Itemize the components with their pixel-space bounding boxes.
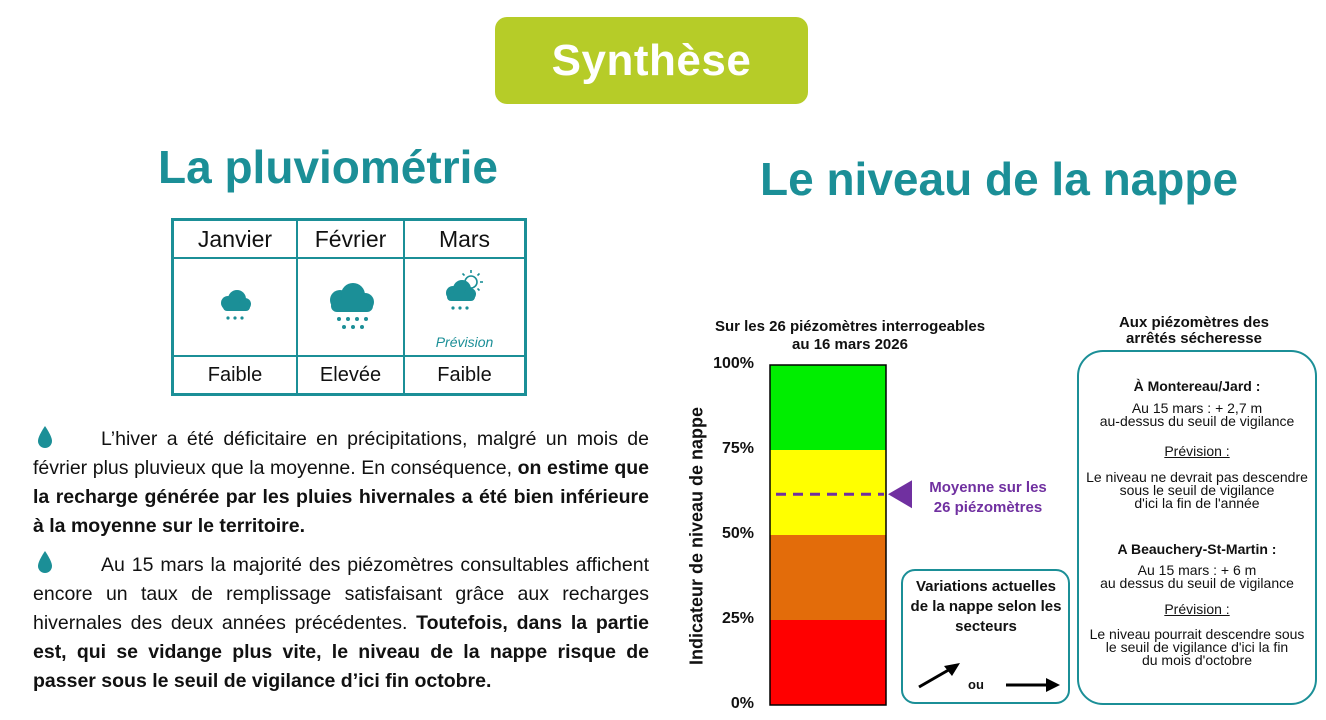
- prevision-label: Prévision: [435, 334, 494, 350]
- arretes-title-line1: Aux piézomètres des: [1118, 314, 1270, 331]
- gauge-band-1: [770, 535, 886, 620]
- stable-arrow-icon: [1004, 675, 1062, 695]
- average-arrow-icon: [888, 480, 912, 508]
- chart-title-line2: au 16 mars 2026: [792, 336, 908, 353]
- paragraph-pluviometrie: [33, 425, 649, 541]
- site-value-line1: Au 15 mars : + 2,7 m: [1131, 400, 1263, 416]
- site-forecast-line1: Le niveau pourrait descendre sous: [1089, 626, 1305, 642]
- heavy-rain-cloud-icon: [323, 282, 379, 332]
- site-forecast-label: Prévision :: [1164, 601, 1230, 617]
- site-value-line2: au-dessus du seuil de vigilance: [1099, 413, 1295, 429]
- month-header-janvier: Janvier: [174, 221, 298, 259]
- site-name: À Montereau/Jard :: [1133, 378, 1261, 394]
- chart-title-line1: Sur les 26 piézomètres interrogeables: [714, 318, 986, 335]
- site-forecast-line3: du mois d'octobre: [1141, 652, 1253, 668]
- paragraph-nappe: [33, 551, 649, 696]
- site-forecast: [1079, 471, 1315, 510]
- site-name: A Beauchery-St-Martin :: [1117, 541, 1277, 557]
- site-value: [1079, 402, 1315, 428]
- level-janvier: Faible: [174, 357, 298, 393]
- gauge-band-2: [770, 450, 886, 535]
- y-tick-label: 75%: [721, 440, 754, 457]
- rising-arrow-icon: [916, 660, 962, 690]
- y-tick-label: 50%: [721, 525, 754, 542]
- cell-icon-janvier: [174, 259, 298, 357]
- banner-title: Synthèse: [551, 35, 752, 85]
- site-forecast-line1: Le niveau ne devrait pas descendre: [1086, 469, 1308, 485]
- y-tick-label: 25%: [721, 610, 754, 627]
- rainfall-table: [171, 218, 527, 396]
- average-label-line1: Moyenne sur les: [929, 479, 1047, 497]
- site-value-line1: Au 15 mars : + 6 m: [1137, 562, 1257, 578]
- p2-bold: Toutefois, dans la partie est, qui se vidange plus vite, le niveau de la nappe risque de passer sous le seuil de vigilance d’ici fin octobre.: [33, 612, 649, 692]
- chart-title: [680, 318, 1020, 354]
- site-forecast-line2: le seuil de vigilance d'ici la fin: [1105, 639, 1289, 655]
- arretes-title: [1088, 315, 1300, 347]
- site-value-line2: au dessus du seuil de vigilance: [1100, 575, 1294, 591]
- site-value: [1079, 564, 1315, 590]
- site-forecast-line3: d'ici la fin de l'année: [1134, 495, 1260, 511]
- p2-normal: Au 15 mars la majorité des piézomètres consultables affichent encore un taux de remplissage satisfaisant grâce aux recharges hivernales des deux années précédentes.: [33, 554, 649, 634]
- y-tick-label: 100%: [713, 355, 754, 372]
- pluviometrie-heading: La pluviométrie: [158, 141, 498, 193]
- site-forecast-label: Prévision :: [1164, 443, 1230, 459]
- average-label-line2: 26 piézomètres: [933, 499, 1043, 517]
- site-forecast: [1079, 628, 1315, 667]
- variations-text: Variations actuelles de la nappe selon les secteurs: [910, 578, 1062, 635]
- gauge-band-0: [770, 620, 886, 705]
- sun-rain-cloud-icon: [441, 268, 489, 316]
- arretes-title-line2: arrêtés sécheresse: [1126, 330, 1262, 347]
- y-axis-label: Indicateur de niveau de nappe: [686, 406, 707, 666]
- month-header-fevrier: Février: [298, 221, 405, 259]
- y-tick-label: 0%: [730, 695, 754, 712]
- cell-icon-fevrier: [298, 259, 405, 357]
- gauge-bands: [770, 365, 886, 705]
- level-fevrier: Elevée: [298, 357, 405, 393]
- cell-icon-mars: [405, 259, 524, 357]
- level-mars: Faible: [437, 363, 492, 386]
- variations-or: ou: [968, 677, 984, 692]
- site-forecast-line2: sous le seuil de vigilance: [1119, 482, 1275, 498]
- p1-bold: on estime que la recharge générée par les pluies hivernales a été bien inférieure à la moyenne sur le territoire.: [33, 457, 649, 537]
- gauge-band-3: [770, 365, 886, 450]
- light-rain-cloud-icon: [215, 289, 255, 325]
- p1-normal: L’hiver a été déficitaire en précipitations, malgré un mois de février plus pluvieux que la moyenne. En conséquence,: [33, 428, 649, 479]
- nappe-heading: Le niveau de la nappe: [760, 153, 1239, 205]
- month-header-mars: Mars: [405, 221, 524, 259]
- synthese-banner: [495, 17, 808, 104]
